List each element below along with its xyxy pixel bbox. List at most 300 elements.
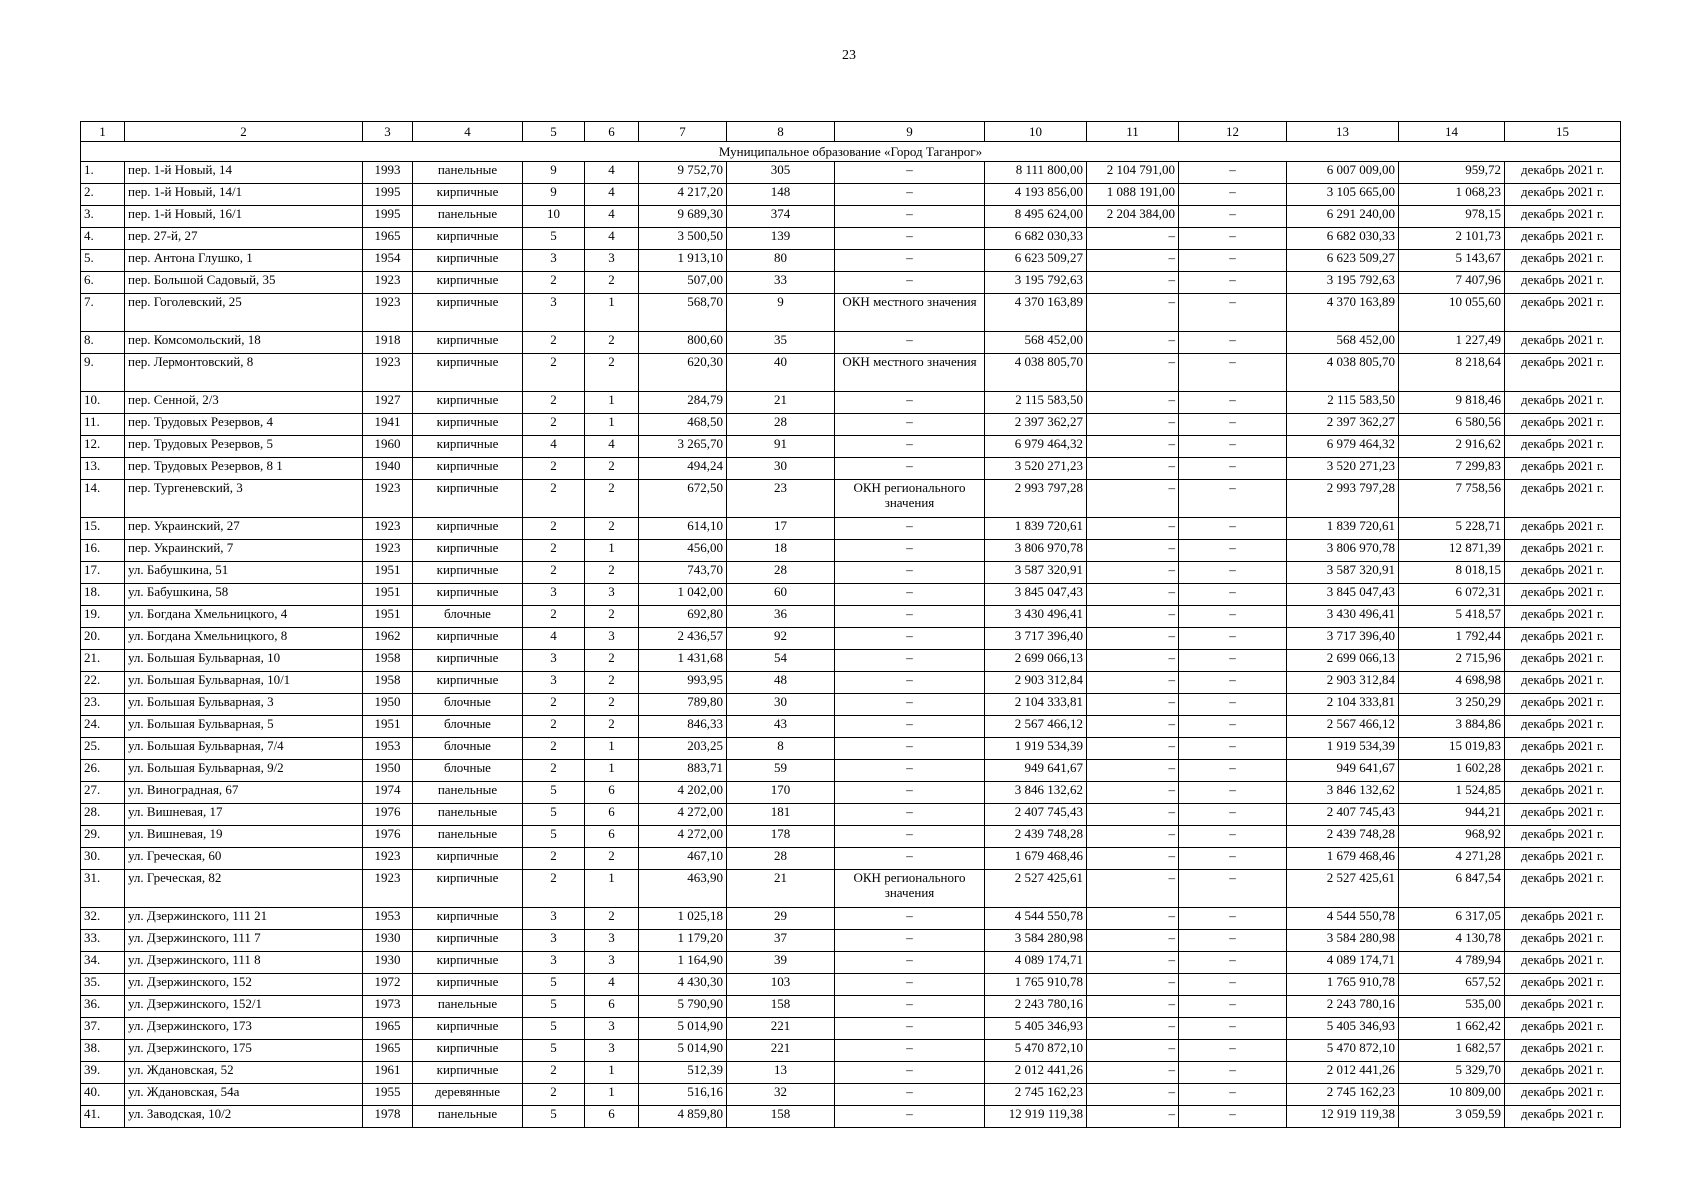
cell-floors: 2 [523,870,585,908]
cell-num: 38. [81,1040,125,1062]
cell-entrances: 2 [585,848,639,870]
cell-residents: 59 [727,760,835,782]
cell-entrances: 4 [585,228,639,250]
cell-owner-cost: 2 903 312,84 [1287,672,1399,694]
cell-heritage-status: – [835,694,985,716]
table-row [81,650,1621,672]
cell-total-cost: 2 012 441,26 [985,1062,1087,1084]
cell-address: ул. Большая Бульварная, 9/2 [125,760,363,782]
cell-year: 1958 [363,650,413,672]
cell-num: 32. [81,908,125,930]
cell-wall-material: кирпичные [413,480,523,518]
cell-residents: 30 [727,458,835,480]
cell-wall-material: кирпичные [413,272,523,294]
cell-num: 24. [81,716,125,738]
cell-heritage-status: – [835,848,985,870]
cell-residents: 221 [727,1018,835,1040]
cell-residents: 54 [727,650,835,672]
cell-cost-per-sqm: 2 916,62 [1399,436,1505,458]
cell-address: пер. Сенной, 2/3 [125,392,363,414]
cell-year: 1930 [363,930,413,952]
column-number: 7 [639,122,727,142]
cell-residents: 36 [727,606,835,628]
cell-owner-cost: 3 105 665,00 [1287,184,1399,206]
cell-year: 1965 [363,228,413,250]
column-number: 15 [1505,122,1621,142]
cell-entrances: 1 [585,738,639,760]
cell-num: 20. [81,628,125,650]
cell-year: 1951 [363,562,413,584]
cell-num: 11. [81,414,125,436]
cell-total-area: 1 431,68 [639,650,727,672]
cell-num: 36. [81,996,125,1018]
cell-residents: 374 [727,206,835,228]
cell-heritage-status: – [835,826,985,848]
cell-year: 1978 [363,1106,413,1128]
cell-total-cost: 1 765 910,78 [985,974,1087,996]
cell-total-area: 4 430,30 [639,974,727,996]
cell-deadline: декабрь 2021 г. [1505,540,1621,562]
cell-entrances: 2 [585,458,639,480]
cell-address: ул. Большая Бульварная, 10/1 [125,672,363,694]
cell-cost-per-sqm: 9 818,46 [1399,392,1505,414]
cell-total-cost: 4 193 856,00 [985,184,1087,206]
cell-floors: 3 [523,672,585,694]
section-title: Муниципальное образование «Город Таганрог» [81,142,1621,162]
cell-entrances: 4 [585,206,639,228]
cell-total-area: 2 436,57 [639,628,727,650]
cell-year: 1958 [363,672,413,694]
cell-heritage-status: – [835,1040,985,1062]
table-row [81,716,1621,738]
column-number: 14 [1399,122,1505,142]
cell-year: 1950 [363,694,413,716]
cell-residents: 103 [727,974,835,996]
cell-year: 1923 [363,848,413,870]
cell-num: 33. [81,930,125,952]
cell-total-area: 468,50 [639,414,727,436]
cell-regional-cost: – [1179,1084,1287,1106]
cell-deadline: декабрь 2021 г. [1505,1018,1621,1040]
cell-cost-per-sqm: 5 329,70 [1399,1062,1505,1084]
cell-owner-cost: 2 397 362,27 [1287,414,1399,436]
cell-entrances: 3 [585,952,639,974]
cell-total-area: 614,10 [639,518,727,540]
cell-total-cost: 12 919 119,38 [985,1106,1087,1128]
cell-entrances: 2 [585,518,639,540]
cell-floors: 5 [523,804,585,826]
cell-cost-per-sqm: 5 418,57 [1399,606,1505,628]
cell-regional-cost: – [1179,354,1287,392]
cell-cost-per-sqm: 1 602,28 [1399,760,1505,782]
cell-regional-cost: – [1179,414,1287,436]
cell-address: ул. Вишневая, 19 [125,826,363,848]
cell-wall-material: кирпичные [413,908,523,930]
cell-entrances: 1 [585,540,639,562]
cell-residents: 60 [727,584,835,606]
cell-deadline: декабрь 2021 г. [1505,716,1621,738]
cell-year: 1951 [363,584,413,606]
cell-address: ул. Большая Бульварная, 10 [125,650,363,672]
cell-total-cost: 2 407 745,43 [985,804,1087,826]
cell-wall-material: блочные [413,716,523,738]
cell-heritage-status: – [835,162,985,184]
cell-wall-material: панельные [413,206,523,228]
cell-total-cost: 949 641,67 [985,760,1087,782]
cell-year: 1965 [363,1040,413,1062]
cell-floors: 2 [523,540,585,562]
table-row [81,826,1621,848]
cell-owner-cost: 3 584 280,98 [1287,930,1399,952]
cell-heritage-status: – [835,760,985,782]
cell-address: ул. Греческая, 60 [125,848,363,870]
cell-heritage-status: – [835,650,985,672]
cell-residents: 43 [727,716,835,738]
cell-year: 1923 [363,354,413,392]
cell-fund-cost: – [1087,606,1179,628]
cell-regional-cost: – [1179,974,1287,996]
cell-regional-cost: – [1179,716,1287,738]
cell-fund-cost: – [1087,1106,1179,1128]
cell-floors: 5 [523,1018,585,1040]
cell-total-area: 5 014,90 [639,1018,727,1040]
table-row [81,206,1621,228]
cell-entrances: 4 [585,974,639,996]
cell-wall-material: кирпичные [413,518,523,540]
table-row [81,870,1621,908]
cell-deadline: декабрь 2021 г. [1505,974,1621,996]
cell-wall-material: кирпичные [413,354,523,392]
cell-address: ул. Дзержинского, 175 [125,1040,363,1062]
cell-regional-cost: – [1179,458,1287,480]
cell-deadline: декабрь 2021 г. [1505,848,1621,870]
cell-total-cost: 568 452,00 [985,332,1087,354]
cell-cost-per-sqm: 3 059,59 [1399,1106,1505,1128]
cell-total-cost: 2 243 780,16 [985,996,1087,1018]
cell-year: 1923 [363,294,413,332]
cell-floors: 2 [523,458,585,480]
cell-entrances: 2 [585,606,639,628]
cell-owner-cost: 2 012 441,26 [1287,1062,1399,1084]
cell-num: 41. [81,1106,125,1128]
cell-fund-cost: – [1087,332,1179,354]
cell-address: пер. 1-й Новый, 16/1 [125,206,363,228]
cell-regional-cost: – [1179,1062,1287,1084]
cell-address: пер. Трудовых Резервов, 8 1 [125,458,363,480]
cell-owner-cost: 12 919 119,38 [1287,1106,1399,1128]
cell-wall-material: деревянные [413,1084,523,1106]
cell-heritage-status: – [835,562,985,584]
cell-floors: 2 [523,1084,585,1106]
cell-residents: 39 [727,952,835,974]
cell-num: 14. [81,480,125,518]
cell-owner-cost: 5 405 346,93 [1287,1018,1399,1040]
cell-owner-cost: 2 115 583,50 [1287,392,1399,414]
cell-heritage-status: – [835,392,985,414]
cell-regional-cost: – [1179,436,1287,458]
cell-owner-cost: 6 623 509,27 [1287,250,1399,272]
cell-entrances: 6 [585,1106,639,1128]
cell-regional-cost: – [1179,908,1287,930]
cell-total-area: 5 014,90 [639,1040,727,1062]
cell-heritage-status: ОКН регионального значения [835,870,985,908]
cell-heritage-status: – [835,974,985,996]
cell-address: ул. Дзержинского, 111 7 [125,930,363,952]
cell-wall-material: кирпичные [413,974,523,996]
cell-floors: 2 [523,392,585,414]
cell-deadline: декабрь 2021 г. [1505,782,1621,804]
table-row [81,760,1621,782]
cell-entrances: 1 [585,414,639,436]
cell-regional-cost: – [1179,996,1287,1018]
cell-total-cost: 3 845 047,43 [985,584,1087,606]
cell-wall-material: кирпичные [413,294,523,332]
cell-owner-cost: 949 641,67 [1287,760,1399,782]
table-row [81,782,1621,804]
cell-entrances: 1 [585,870,639,908]
cell-floors: 5 [523,996,585,1018]
cell-cost-per-sqm: 15 019,83 [1399,738,1505,760]
cell-deadline: декабрь 2021 г. [1505,184,1621,206]
column-number-row [81,122,1621,142]
cell-owner-cost: 1 919 534,39 [1287,738,1399,760]
cell-floors: 5 [523,1040,585,1062]
cell-fund-cost: – [1087,826,1179,848]
column-number: 9 [835,122,985,142]
cell-regional-cost: – [1179,184,1287,206]
cell-heritage-status: – [835,1106,985,1128]
cell-residents: 13 [727,1062,835,1084]
cell-wall-material: кирпичные [413,870,523,908]
cell-year: 1923 [363,272,413,294]
cell-deadline: декабрь 2021 г. [1505,738,1621,760]
cell-entrances: 1 [585,294,639,332]
cell-fund-cost: – [1087,1062,1179,1084]
cell-year: 1923 [363,480,413,518]
cell-regional-cost: – [1179,650,1287,672]
cell-wall-material: кирпичные [413,332,523,354]
cell-wall-material: кирпичные [413,650,523,672]
cell-floors: 2 [523,414,585,436]
cell-num: 15. [81,518,125,540]
cell-address: пер. Трудовых Резервов, 5 [125,436,363,458]
cell-deadline: декабрь 2021 г. [1505,760,1621,782]
cell-total-cost: 6 979 464,32 [985,436,1087,458]
column-number: 6 [585,122,639,142]
cell-owner-cost: 4 370 163,89 [1287,294,1399,332]
cell-floors: 2 [523,738,585,760]
cell-heritage-status: – [835,672,985,694]
cell-year: 1953 [363,738,413,760]
cell-num: 28. [81,804,125,826]
table-row [81,1106,1621,1128]
cell-residents: 28 [727,562,835,584]
cell-total-area: 846,33 [639,716,727,738]
table-row [81,996,1621,1018]
cell-wall-material: панельные [413,1106,523,1128]
cell-address: ул. Вишневая, 17 [125,804,363,826]
cell-heritage-status: – [835,1062,985,1084]
cell-wall-material: панельные [413,782,523,804]
cell-regional-cost: – [1179,1040,1287,1062]
cell-wall-material: кирпичные [413,228,523,250]
column-number: 8 [727,122,835,142]
cell-entrances: 6 [585,826,639,848]
cell-wall-material: кирпичные [413,392,523,414]
cell-num: 13. [81,458,125,480]
cell-regional-cost: – [1179,228,1287,250]
cell-total-area: 4 859,80 [639,1106,727,1128]
cell-floors: 5 [523,782,585,804]
column-number: 11 [1087,122,1179,142]
cell-total-area: 467,10 [639,848,727,870]
cell-total-cost: 2 104 333,81 [985,694,1087,716]
cell-deadline: декабрь 2021 г. [1505,804,1621,826]
cell-owner-cost: 4 089 174,71 [1287,952,1399,974]
cell-deadline: декабрь 2021 г. [1505,480,1621,518]
cell-num: 25. [81,738,125,760]
cell-fund-cost: – [1087,716,1179,738]
cell-floors: 5 [523,974,585,996]
cell-total-cost: 2 993 797,28 [985,480,1087,518]
cell-address: ул. Большая Бульварная, 7/4 [125,738,363,760]
cell-address: пер. Украинский, 27 [125,518,363,540]
cell-num: 1. [81,162,125,184]
column-number: 12 [1179,122,1287,142]
cell-heritage-status: – [835,332,985,354]
cell-address: ул. Дзержинского, 152 [125,974,363,996]
cell-owner-cost: 4 544 550,78 [1287,908,1399,930]
cell-fund-cost: – [1087,414,1179,436]
cell-year: 1953 [363,908,413,930]
cell-fund-cost: – [1087,272,1179,294]
cell-fund-cost: – [1087,354,1179,392]
cell-year: 1951 [363,606,413,628]
cell-regional-cost: – [1179,480,1287,518]
cell-floors: 3 [523,952,585,974]
table-row [81,952,1621,974]
cell-fund-cost: – [1087,628,1179,650]
cell-year: 1961 [363,1062,413,1084]
cell-address: ул. Бабушкина, 58 [125,584,363,606]
cell-deadline: декабрь 2021 г. [1505,650,1621,672]
cell-deadline: декабрь 2021 г. [1505,332,1621,354]
cell-fund-cost: – [1087,782,1179,804]
cell-heritage-status: – [835,272,985,294]
cell-regional-cost: – [1179,250,1287,272]
table-row [81,480,1621,518]
cell-total-cost: 1 919 534,39 [985,738,1087,760]
cell-num: 12. [81,436,125,458]
column-number: 3 [363,122,413,142]
cell-cost-per-sqm: 6 072,31 [1399,584,1505,606]
cell-floors: 5 [523,1106,585,1128]
cell-deadline: декабрь 2021 г. [1505,518,1621,540]
cell-heritage-status: – [835,738,985,760]
cell-num: 31. [81,870,125,908]
cell-deadline: декабрь 2021 г. [1505,250,1621,272]
cell-year: 1995 [363,206,413,228]
cell-owner-cost: 6 682 030,33 [1287,228,1399,250]
cell-deadline: декабрь 2021 г. [1505,908,1621,930]
cell-cost-per-sqm: 1 227,49 [1399,332,1505,354]
cell-num: 40. [81,1084,125,1106]
cell-year: 1923 [363,518,413,540]
cell-num: 30. [81,848,125,870]
cell-fund-cost: – [1087,952,1179,974]
cell-num: 3. [81,206,125,228]
cell-regional-cost: – [1179,930,1287,952]
cell-entrances: 3 [585,628,639,650]
cell-owner-cost: 1 765 910,78 [1287,974,1399,996]
cell-address: ул. Ждановская, 52 [125,1062,363,1084]
cell-owner-cost: 3 845 047,43 [1287,584,1399,606]
cell-fund-cost: – [1087,562,1179,584]
cell-entrances: 6 [585,996,639,1018]
cell-regional-cost: – [1179,584,1287,606]
cell-floors: 5 [523,826,585,848]
cell-fund-cost: – [1087,996,1179,1018]
cell-floors: 2 [523,760,585,782]
cell-cost-per-sqm: 4 130,78 [1399,930,1505,952]
cell-address: ул. Заводская, 10/2 [125,1106,363,1128]
cell-residents: 158 [727,1106,835,1128]
cell-address: ул. Дзержинского, 111 21 [125,908,363,930]
cell-entrances: 2 [585,332,639,354]
cell-total-area: 993,95 [639,672,727,694]
cell-total-cost: 2 699 066,13 [985,650,1087,672]
cell-year: 1940 [363,458,413,480]
table-row [81,848,1621,870]
cell-total-cost: 2 567 466,12 [985,716,1087,738]
cell-year: 1960 [363,436,413,458]
cell-floors: 3 [523,584,585,606]
cell-regional-cost: – [1179,804,1287,826]
cell-total-area: 568,70 [639,294,727,332]
cell-year: 1923 [363,540,413,562]
cell-deadline: декабрь 2021 г. [1505,392,1621,414]
cell-address: пер. Большой Садовый, 35 [125,272,363,294]
cell-total-cost: 8 495 624,00 [985,206,1087,228]
cell-num: 39. [81,1062,125,1084]
table-row [81,540,1621,562]
cell-fund-cost: – [1087,930,1179,952]
cell-floors: 2 [523,1062,585,1084]
cell-regional-cost: – [1179,518,1287,540]
cell-residents: 35 [727,332,835,354]
cell-num: 21. [81,650,125,672]
cell-fund-cost: – [1087,738,1179,760]
cell-total-area: 1 179,20 [639,930,727,952]
cell-regional-cost: – [1179,162,1287,184]
cell-total-cost: 8 111 800,00 [985,162,1087,184]
column-number: 10 [985,122,1087,142]
table-row [81,562,1621,584]
table-row [81,628,1621,650]
cell-total-cost: 4 370 163,89 [985,294,1087,332]
cell-cost-per-sqm: 1 068,23 [1399,184,1505,206]
cell-address: пер. 1-й Новый, 14 [125,162,363,184]
cell-total-cost: 1 679 468,46 [985,848,1087,870]
cell-wall-material: панельные [413,996,523,1018]
cell-deadline: декабрь 2021 г. [1505,294,1621,332]
cell-total-cost: 5 470 872,10 [985,1040,1087,1062]
table-row [81,272,1621,294]
cell-owner-cost: 2 527 425,61 [1287,870,1399,908]
cell-residents: 8 [727,738,835,760]
cell-num: 7. [81,294,125,332]
cell-entrances: 1 [585,1062,639,1084]
